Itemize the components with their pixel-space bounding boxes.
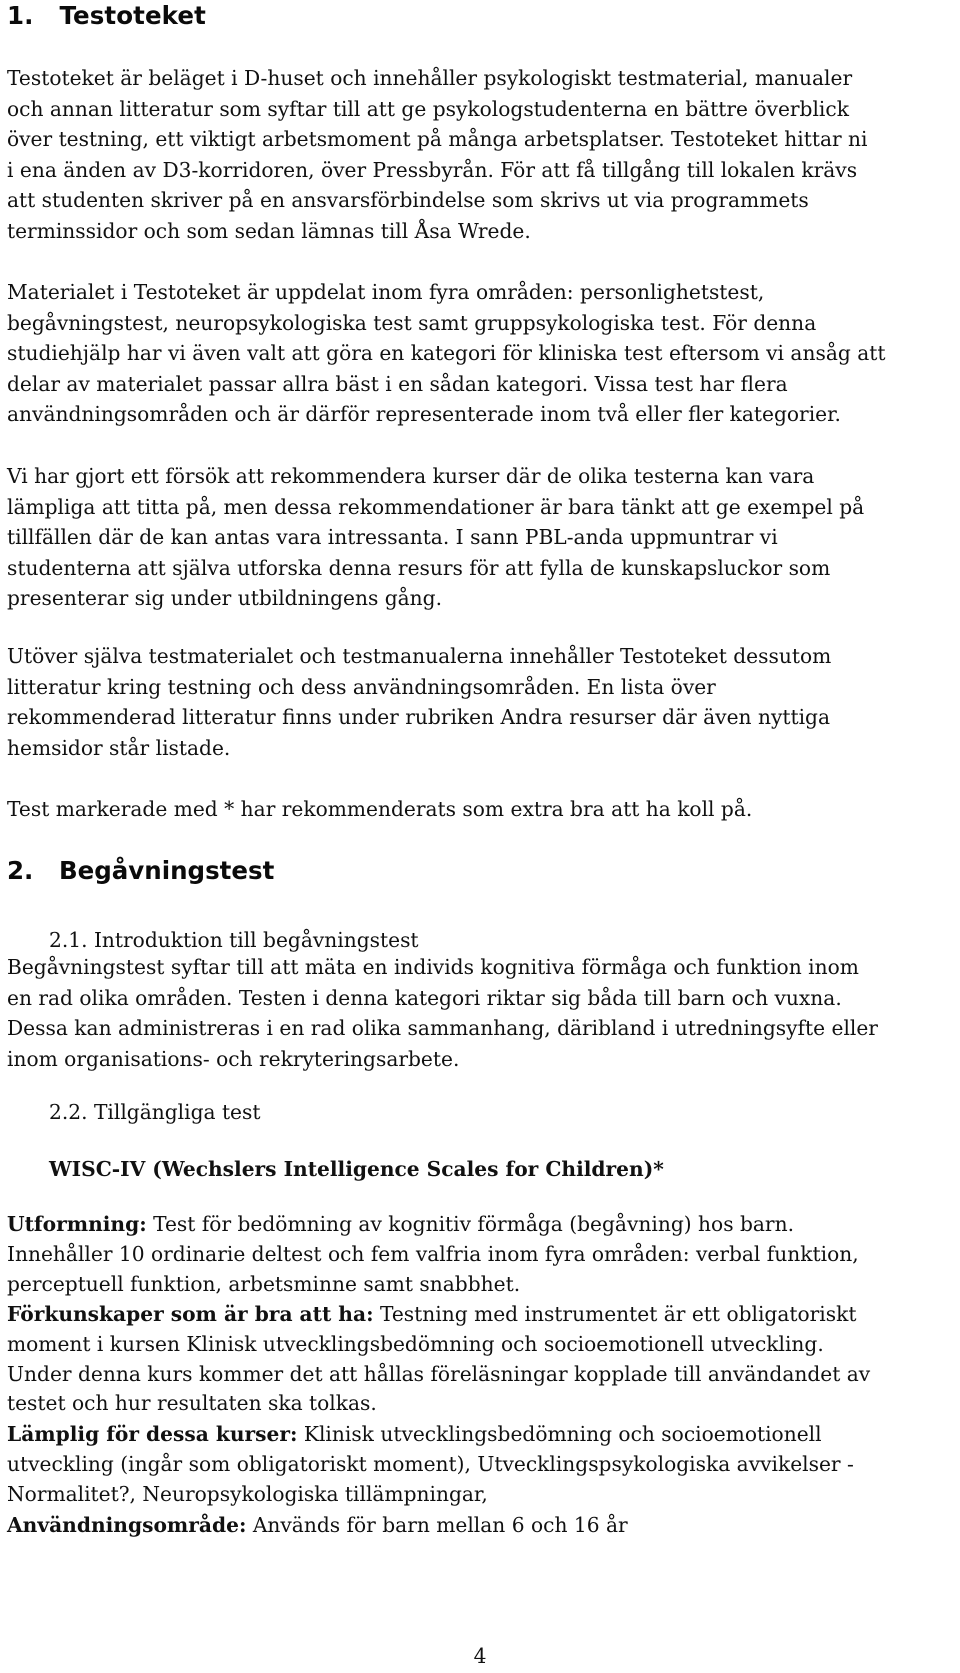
paragraph-literature: Utöver själva testmaterialet och testmanualerna innehåller Testoteket dessutom litteratur kring testning och dess användningsområden. En lista över rekommenderad litteratur finns under rubriken Andra resurser där även nyttiga hemsidor står listade. xyxy=(7,644,832,760)
test-title-wisc-iv: WISC-IV (Wechslers Intelligence Scales for Children)* xyxy=(49,1157,664,1181)
field-utformning xyxy=(7,1210,953,1299)
field-label: Förkunskaper som är bra att ha: xyxy=(7,1302,374,1326)
field-text: Test för bedömning av kognitiv förmåga (begåvning) hos barn. Innehåller 10 ordinarie deltest och fem valfria inom fyra områden: verbal funktion, perceptuell funktion, arbetsminne samt snabbhet. xyxy=(7,1212,859,1296)
field-text: Används för barn mellan 6 och 16 år xyxy=(246,1513,628,1537)
paragraph-star-note: Test markerade med * har rekommenderats som extra bra att ha koll på. xyxy=(7,797,753,821)
field-label: Utformning: xyxy=(7,1212,147,1236)
paragraph-intro: Testoteket är beläget i D-huset och innehåller psykologiskt testmaterial, manualer och annan litteratur som syftar till att ge psykologstudenterna en bättre överblick över testning, ett viktigt arbetsmoment på många arbetsplatser. Testoteket hittar ni i ena änden av D3-korridoren, över Pressbyrån. För att få tillgång till lokalen krävs att studenten skriver på en ansvarsförbindelse som skrivs ut via programmets terminssidor och som sedan lämnas till Åsa Wrede. xyxy=(7,66,868,243)
field-anvandningsomrade xyxy=(7,1511,953,1541)
field-label: Användningsområde: xyxy=(7,1513,247,1537)
field-lamplig-for-kurser xyxy=(7,1420,953,1509)
subsection-heading-intro: 2.1. Introduktion till begåvningstest xyxy=(49,928,419,952)
page-number: 4 xyxy=(473,1644,487,1668)
field-forkunskaper xyxy=(7,1300,953,1419)
paragraph-begavningstest-intro: Begåvningstest syftar till att mäta en individs kognitiva förmåga och funktion inom en rad olika områden. Testen i denna kategori riktar sig båda till barn och vuxna. Dessa kan administreras i en rad olika sammanhang, däribland i utredningsyfte eller inom organisations- och rekryteringsarbete. xyxy=(7,955,878,1071)
field-label: Lämplig för dessa kurser: xyxy=(7,1422,298,1446)
paragraph-recommendations: Vi har gjort ett försök att rekommendera kurser där de olika testerna kan vara lämpliga att titta på, men dessa rekommendationer är bara tänkt att ge exempel på tillfällen där de kan antas vara intressanta. I sann PBL-anda uppmuntrar vi studenterna att själva utforska denna resurs för att fylla de kunskapsluckor som presenterar sig under utbildningens gång. xyxy=(7,464,865,610)
section-heading-begavningstest: 2. Begåvningstest xyxy=(7,856,275,885)
section-heading-testoteket: 1. Testoteket xyxy=(7,1,206,30)
field-text: Klinisk utvecklingsbedömning och socioemotionell utveckling (ingår som obligatoriskt moment), Utvecklingspsykologiska avvikelser - Normalitet?, Neuropsykologiska tillämpningar, xyxy=(7,1422,854,1506)
subsection-heading-available-tests: 2.2. Tillgängliga test xyxy=(49,1100,261,1124)
paragraph-material: Materialet i Testoteket är uppdelat inom fyra områden: personlighetstest, begåvningstest, neuropsykologiska test samt gruppsykologiska test. För denna studiehjälp har vi även valt att göra en kategori för kliniska test eftersom vi ansåg att delar av materialet passar allra bäst i en sådan kategori. Vissa test har flera användningsområden och är därför representerade inom två eller fler kategorier. xyxy=(7,280,886,426)
field-text: Testning med instrumentet är ett obligatoriskt moment i kursen Klinisk utvecklingsbedömning och socioemotionell utveckling. Under denna kurs kommer det att hållas föreläsningar kopplade till användandet av testet och hur resultaten ska tolkas. xyxy=(7,1302,871,1416)
